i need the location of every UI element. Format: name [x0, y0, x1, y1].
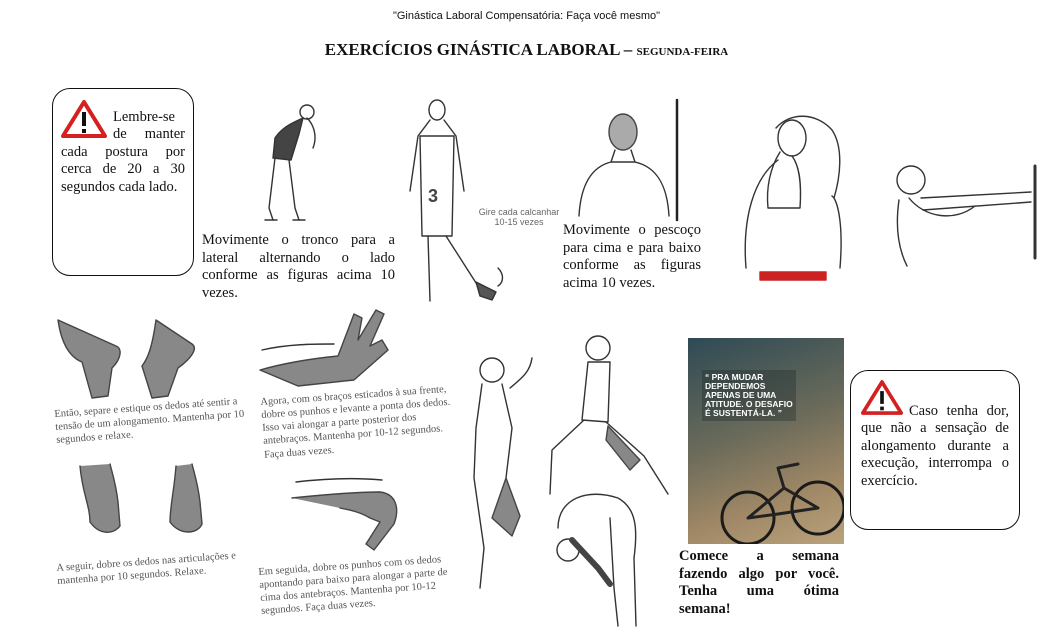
reminder-callout: [52, 88, 194, 276]
neck-caption: Movimente o pescoço para cima e para baixo conforme as figuras acima 10 vezes.: [563, 222, 701, 292]
title-text: EXERCÍCIOS GINÁSTICA LABORAL –: [324, 40, 633, 59]
fingers-caption: Então, separe e estique os dedos até sentir a tensão de um alongamento. Mantenha por 10 segundos e relaxe.: [54, 396, 245, 447]
heel-rotation-illustration: [400, 96, 510, 311]
pain-warning-text: Caso tenha dor, que não a sensação de alongamento durante a execução, interrompa o exercício.: [861, 403, 1009, 489]
poster-quote: “ PRA MUDAR DEPENDEMOS APENAS DE UMA ATITUDE. O DESAFIO É SUSTENTÁ-LA. ”: [702, 370, 796, 421]
bicycle-image: [718, 458, 844, 544]
pain-warning-callout: [850, 370, 1020, 530]
heel-caption: Gire cada calcanhar 10-15 vezes: [478, 207, 560, 227]
quad-stretch-illustration: [462, 348, 542, 593]
lunge-stretch-illustration: [548, 330, 673, 495]
title-day: SEGUNDA-FEIRA: [636, 46, 729, 58]
trunk-stretch-illustration: [255, 98, 325, 228]
wrist-flexion-illustration: [290, 468, 420, 558]
arm-behind-head-illustration: [740, 108, 850, 280]
document-subtitle: "Ginástica Laboral Compensatória: Faça você mesmo": [392, 10, 661, 22]
wrist-extension-illustration: [258, 300, 398, 390]
bent-knuckles-illustration: [70, 462, 220, 542]
spread-fingers-illustration: [52, 318, 212, 408]
wall-arm-stretch-illustration: [885, 158, 1040, 268]
forward-bend-illustration: [548, 488, 648, 628]
motivational-poster: [688, 338, 844, 544]
figure-number: 3: [428, 186, 439, 206]
wrists-down-caption: Em seguida, dobre os punhos com os dedos apontando para baixo para alongar a parte de cima dos antebraços. Mantenha por 10-12 segundos. Faça duas vezes.: [258, 554, 448, 618]
knuckles-caption: A seguir, dobre os dedos nas articulações e mantenha por 10 segundos. Relaxe.: [56, 550, 237, 588]
wrists-up-caption: Agora, com os braços esticados à sua frente, dobre os punhos e levante a ponta dos dedos. Isso vai alongar a parte posterior dos antebraços. Mantenha por 10-12 segundos. Faça duas vezes.: [260, 384, 451, 461]
trunk-caption: Movimente o tronco para a lateral alternando o lado conforme as figuras acima 10 vezes.: [202, 232, 395, 302]
reminder-text: Lembre-se de manter cada postura por cerca de 20 a 30 segundos cada lado.: [61, 109, 185, 195]
motivation-text: Comece a semana fazendo algo por você. Tenha uma ótima semana!: [679, 548, 839, 618]
document-title: [0, 40, 1053, 60]
warning-triangle-icon: [61, 99, 107, 139]
warning-triangle-icon: [861, 379, 903, 416]
neck-stretch-illustration: [575, 100, 680, 220]
